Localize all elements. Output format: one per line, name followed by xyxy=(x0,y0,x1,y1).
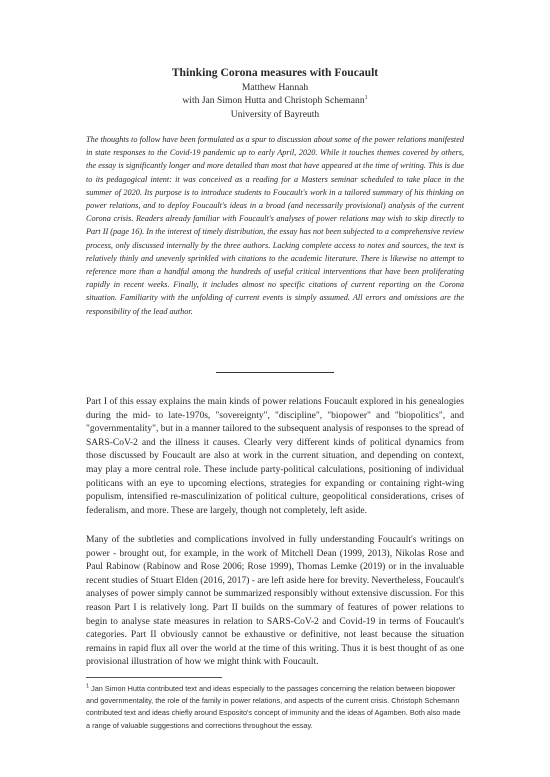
body-paragraph-1: Part I of this essay explains the main kinds of power relations Foucault explored in his genealogies during the mid- to late-1970s, "sovereignty", "discipline", "biopower" and "biopolitics", and "governmentality", but in a manner tailored to the subsequent analysis of responses to the spread of SARS-CoV-2 and the illness it causes. Clearly very different kinds of political dynamics from those discussed by Foucault are also at work in the current situation, and depending on context, may play a more central role. These include party-political calculations, positioning of individual politicans with an eye to upcoming elections, strategies for expanding or containing right-wing populism, intensified re-masculinization of political culture, geopolitical considerations, crises of federalism, and more. These are largely, though not completely, left aside. xyxy=(86,397,464,516)
body-paragraph-2: Many of the subtleties and complications involved in fully understanding Foucault's writings on power - brought out, for example, in the work of Mitchell Dean (1999, 2013), Nikolas Rose and Paul Rabinow (Rabinow and Rose 2006; Rose 1999), Thomas Lemke (2019) or in the invaluable recent studies of Stuart Elden (2016, 2017) - are left aside here for brevity. Nevertheless, Foucault's analyses of power simply cannot be summarized responsibly without extensive discussion. For this reason Part I is relatively long. Part II builds on the summary of features of power relations to begin to analyse state measures in relation to SARS-CoV-2 and Covid-19 in terms of Foucault's categories. Part II obviously cannot be exhaustive or definitive, not least because the situation remains in rapid flux all over the world at the time of this writing. Thus it is best thought of as one provisional illustration of how we might think with Foucault. xyxy=(86,535,464,668)
footnote-text: Jan Simon Hutta contributed text and ideas especially to the passages concerning the relation between biopower and governmentality, the role of the family in power relations, and aspects of the current crisis. Christoph Schemann contributed text and ideas chiefly around Esposito's concept of immunity and the ideas of Agamben. Both also made a range of valuable suggestions and corrections throughout the essay. xyxy=(86,684,461,730)
paper-title: Thinking Corona measures with Foucault xyxy=(171,66,379,79)
footnote xyxy=(86,683,464,732)
footnote-number: 1 xyxy=(86,683,90,690)
footnote-reference[interactable]: 1 xyxy=(364,95,368,102)
coauthors: with Jan Simon Hutta and Christoph Schemann xyxy=(182,95,365,107)
footnote-divider xyxy=(86,677,222,678)
abstract: The thoughts to follow have been formulated as a spur to discussion about some of the power relations manifested in state responses to the Covid-19 pandemic up to early April, 2020. While it touches themes covered by others, the essay is significantly longer and more detailed than most that have appeared at the time of writing. This is due to its pedagogical intent: it was conceived as a reading for a Masters seminar scheduled to take place in the summer of 2020. Its purpose is to introduce students to Foucault's work in a tailored summary of his thinking on power relations, and to deploy Foucault's ideas in a broad (and necessarily provisional) analysis of the current Corona crisis. Readers already familiar with Foucault's analyses of power relations may wish to skip directly to Part II (page 16). In the interest of timely distribution, the essay has not been subjected to a comprehensive review process, only discussed internally by the three authors. Lacking complete access to notes and sources, the text is relatively thinly and unevenly sprinkled with citations to the academic literature. There is likewise no attempt to reference more than a handful among the hundreds of useful critical interventions that have been proliferating rapidly in recent weeks. Finally, it includes almost no specific citations of current reporting on the Corona situation. Familiarity with the unfolding of current events is simply assumed. All errors and omissions are the responsibility of the lead author. xyxy=(86,135,464,316)
section-divider xyxy=(216,372,334,373)
lead-author: Matthew Hannah xyxy=(241,82,309,93)
affiliation: University of Bayreuth xyxy=(230,108,320,120)
author-block xyxy=(0,81,550,121)
coauthors-line xyxy=(0,94,550,107)
